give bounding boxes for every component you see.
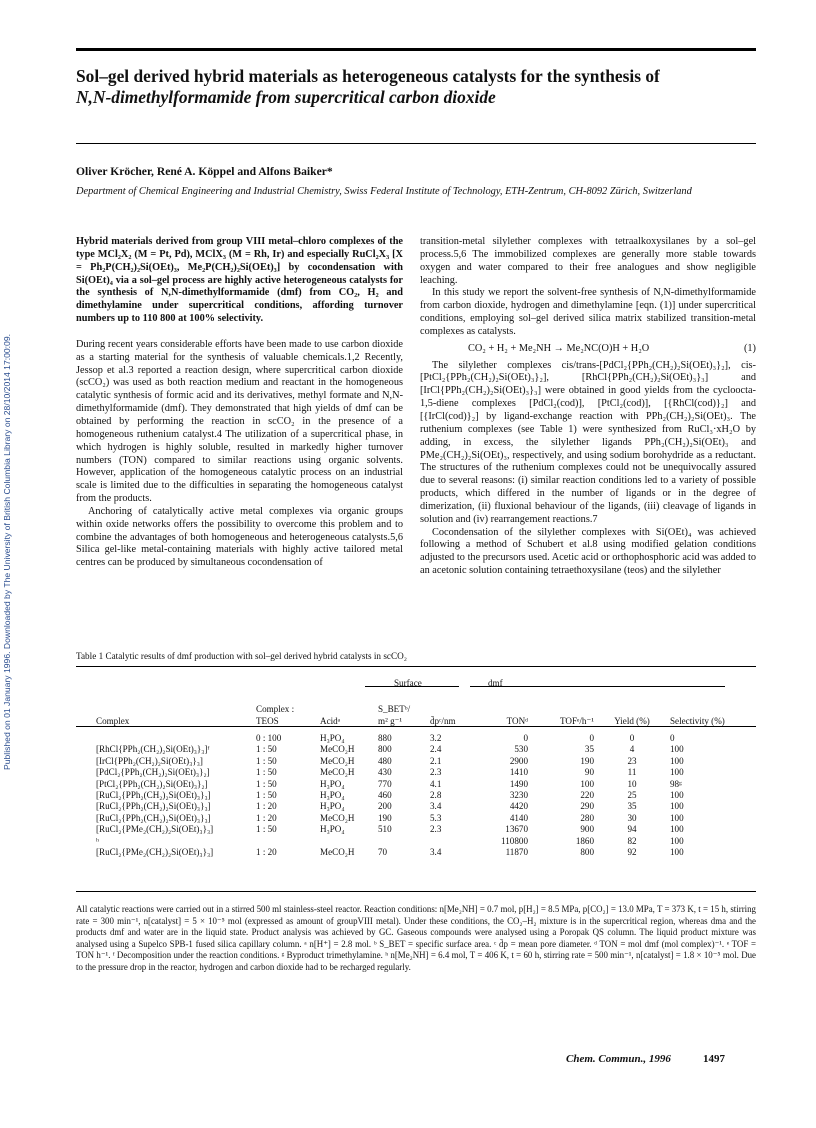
table-cell: 82 — [627, 835, 637, 846]
table-cell: 100 — [670, 744, 684, 755]
table-cell: 1 : 50 — [256, 755, 277, 766]
table-cell: 4.1 — [430, 778, 442, 789]
table-cell: 1860 — [575, 835, 594, 846]
table-cell: MeCO₂H — [320, 812, 355, 823]
table-row — [92, 744, 729, 755]
table-cell: 900 — [580, 824, 594, 835]
abstract: Hybrid materials derived from group VIII metal–chloro complexes of the type MCl₂X₂ (M = Pt, Pd), MClX₃ (M = Rh, Ir) and especially RuCl₂X₃ [X = Ph₂P(CH₂)₂Si(OEt)₃, Me₂P(CH₂)₂Si(OEt)₃] by cocondensation with Si(OEt)₄ via a sol–gel process are highly active heterogeneous catalysts for the synthesis of N,N-dimethylformamide (dmf) from CO₂, H₂ and dimethylamine under supercritical conditions, affording turnover numbers up to 110 800 at 100% selectivity. — [76, 236, 403, 325]
table-cell: H₃PO₄ — [320, 790, 345, 801]
header-sbet: S_BETᵇ/ m² g⁻¹ — [378, 704, 411, 726]
table-row — [92, 779, 729, 790]
table-cell: 30 — [627, 812, 637, 823]
table-cell: 110800 — [501, 835, 528, 846]
table-cell: 25 — [627, 790, 637, 801]
table-cell: 13670 — [505, 824, 528, 835]
table-cell: H₃PO₄ — [320, 801, 345, 812]
table-cell: 100 — [670, 824, 684, 835]
table-cell: 2.4 — [430, 744, 442, 755]
table-cell: 35 — [627, 801, 637, 812]
table-cell: 3.4 — [430, 801, 442, 812]
download-notice-text: Published on 01 January 1996. Downloaded by The University of British Columbia Library on 28/10/2014 17:00:09. — [2, 333, 12, 770]
table-cell: 2.8 — [430, 790, 442, 801]
group-surface: Surface — [394, 677, 422, 688]
table-cell: 3230 — [509, 790, 528, 801]
header-ratio: Complex : TEOS — [256, 704, 295, 726]
table-cell: ʰ — [96, 835, 99, 846]
table-cell: 90 — [584, 767, 594, 778]
table-cell — [316, 836, 374, 847]
right-paragraph-4: Cocondensation of the silylether complexes with Si(OEt)₄ was achieved following a method of Schubert et al.8 using modified gelation conditions adjusted to the precursors used. Acetic acid or orthophosphoric acid was added to an acetonic solution containing tetraethoxysilane (teos) and the silylether — [420, 526, 756, 577]
table-cell: [PdCl₂{PPh₂(CH₂)₂Si(OEt)₃}₂] — [96, 767, 210, 778]
table-row — [92, 836, 729, 847]
table-row — [92, 813, 729, 824]
table-cell: [PtCl₂{PPh₂(CH₂)₂Si(OEt)₃}₂] — [96, 778, 208, 789]
equation-text: CO₂ + H₂ + Me₂NH → Me₂NC(O)H + H₂O — [468, 342, 650, 354]
table-cell: 430 — [378, 767, 392, 778]
table-row — [92, 847, 729, 858]
table-row — [92, 733, 729, 744]
table-cell: 94 — [627, 824, 637, 835]
table-cell: H₃PO₄ — [320, 824, 345, 835]
table-cell: 0 — [523, 733, 528, 743]
table-cell: 23 — [627, 755, 637, 766]
table-cell: 4420 — [509, 801, 528, 812]
table-cell: 2900 — [509, 755, 528, 766]
table-cell: 280 — [580, 812, 594, 823]
table-cell: 800 — [580, 847, 594, 858]
table-cell: MeCO₂H — [320, 755, 355, 766]
group-dmf: dmf — [488, 677, 503, 688]
table-cell: 11870 — [505, 847, 528, 858]
title-line-2: N,N-dimethylformamide from supercritical carbon dioxide — [76, 87, 496, 107]
table-cell — [252, 836, 316, 847]
table-cell: 0 : 100 — [256, 733, 282, 743]
table-cell: [RuCl₂{PMe₂(CH₂)₂Si(OEt)₃}₃] — [96, 824, 214, 835]
table-cell — [374, 836, 426, 847]
table-cell: 100 — [670, 847, 684, 858]
header-complex: Complex — [96, 715, 130, 726]
table-cell: 100 — [670, 801, 684, 812]
right-paragraph-2: In this study we report the solvent-free synthesis of N,N-dimethylformamide from carbon dioxide, hydrogen and dimethylamine [eqn. (1)] under supercritical conditions, employing sol–gel derived silica matrix stabilized transition-metal complexes as catalysts. — [420, 287, 756, 337]
table-cell: 0 — [629, 733, 635, 743]
table-cell: 1 : 20 — [256, 812, 277, 823]
table-cell: 1490 — [509, 778, 528, 789]
table-cell: 100 — [670, 812, 684, 823]
table-cell: 1410 — [509, 767, 528, 778]
table-cell: 100 — [670, 767, 684, 778]
table-cell: 100 — [670, 790, 684, 801]
left-paragraph-1: During recent years considerable efforts have been made to use carbon dioxide as a starting material for the synthesis of valuable chemicals.1,2 Recently, Jessop et al.3 reported a reaction design, where supercritical carbon dioxide (scCO₂) was used as both reaction medium and reactant in the homogeneous catalytic synthesis of formic acid and its derivatives, methyl formate and N,N-dimethylformamide (dmf). They demonstrated that high yields of dmf can be obtained by performing the reaction in scCO₂ in the presence of a homogeneous ruthenium catalyst.4 The utilization of a supercritical phase, in which hydrogen is highly soluble, resulted in markedly higher turnover numbers (TON) compared to similar reactions using organic solvents. However, application of the homogeneous catalytic process on an industrial scale is limited due to the difficulties in separating the homogeneous catalyst from the products. — [76, 338, 403, 505]
table-cell: [RuCl₂{PMe₂(CH₂)₂Si(OEt)₃}₃] — [96, 847, 214, 858]
top-rule — [76, 48, 756, 51]
table-cell: 1 : 50 — [256, 824, 277, 835]
table-cell: 2.3 — [430, 767, 442, 778]
table-cell: 1 : 20 — [256, 847, 277, 858]
title-line-1: Sol–gel derived hybrid materials as heterogeneous catalysts for the synthesis of — [76, 66, 660, 86]
table-cell: 100 — [580, 778, 594, 789]
table-row — [92, 790, 729, 801]
table-cell: 92 — [627, 847, 637, 858]
table-cell — [92, 733, 252, 744]
header-yield: Yield (%) — [614, 715, 650, 726]
article-title — [76, 66, 756, 108]
table-row — [92, 756, 729, 767]
table-cell: 1 : 20 — [256, 801, 277, 812]
table-cell: 0 — [670, 733, 675, 743]
table-cell: 3.4 — [430, 847, 442, 858]
table-cell: 98ᵍ — [670, 778, 682, 789]
download-notice — [2, 190, 16, 770]
table-cell: 510 — [378, 824, 392, 835]
table-cell: MeCO₂H — [320, 767, 355, 778]
table-cell: 11 — [627, 767, 637, 778]
table-cell — [426, 836, 484, 847]
table-cell: 5.3 — [430, 812, 442, 823]
table-cell: 1 : 50 — [256, 778, 277, 789]
table-cell: 200 — [378, 801, 392, 812]
authors: Oliver Kröcher, René A. Köppel and Alfons Baiker* — [76, 165, 333, 178]
header-selectivity: Selectivity (%) — [670, 715, 725, 726]
table-cell: H₃PO₄ — [320, 778, 345, 789]
table-cell: 220 — [580, 790, 594, 801]
table-cell: 100 — [670, 755, 684, 766]
title-rule — [76, 143, 756, 144]
table-cell: [RuCl₂{PPh₂(CH₂)₂Si(OEt)₃}₃] — [96, 812, 211, 823]
table-cell: 190 — [378, 812, 392, 823]
page-number: 1497 — [703, 1053, 725, 1065]
results-table — [92, 672, 729, 858]
table-row — [92, 824, 729, 835]
table-cell: 2.3 — [430, 824, 442, 835]
table-cell: 770 — [378, 778, 392, 789]
table-cell: 880 — [378, 733, 392, 743]
header-tof: TOFᵉ/h⁻¹ — [560, 715, 594, 726]
table-cell: 480 — [378, 755, 392, 766]
table-cell: 3.2 — [430, 733, 442, 743]
table-cell: 800 — [378, 744, 392, 755]
table-caption: Table 1 Catalytic results of dmf production with sol–gel derived hybrid catalysts in scCO₂ — [76, 651, 407, 661]
right-paragraph-3: The silylether complexes cis/trans-[PdCl₂{PPh₂(CH₂)₂Si(OEt)₃}₂], cis-[PtCl₂{PPh₂(CH₂)₂Si(OEt)₃}₂], [RhCl{PPh₂(CH₂)₂Si(OEt)₃}₃] and [IrCl{PPh₂(CH₂)₂Si(OEt)₃}₃] were obtained in good yields from the cycloocta-1,5-diene complexes [PdCl₂(cod)], [PtCl₂(cod)], [{RhCl(cod)}₂] and [{IrCl(cod)}₂] by ligand-exchange reaction with PPh₂(CH₂)₂Si(OEt)₃. The ruthenium complexes (see Table 1) were synthesized from RuCl₃·xH₂O by adding, in excess, the silylether ligands PPh₂(CH₂)₂Si(OEt)₃ and PMe₂(CH₂)₂Si(OEt)₃, respectively, and using sodium borohydride as a reductant. The structures of the ruthenium complexes could not be unequivocally assured due to several reasons: (i) similar reaction conditions led to a variety of possible products, which differed in the number of ligands or in the degree of dimerization, (ii) fluxional behaviour of the ligands, (iii) cleavage of ligands in solution and (iv) rearrangement reactions.7 — [420, 359, 756, 525]
table-cell: 4 — [629, 744, 635, 755]
equation-number: (1) — [743, 342, 756, 354]
table-cell: 190 — [580, 755, 594, 766]
table-cell: 2.1 — [430, 755, 442, 766]
table-row — [92, 767, 729, 778]
table-body — [92, 733, 729, 858]
table-cell: [IrCl{PPh₂(CH₂)₂Si(OEt)₃}₃] — [96, 755, 203, 766]
table-cell: 70 — [378, 847, 388, 858]
right-column — [420, 236, 756, 578]
table-cell: 290 — [580, 801, 594, 812]
table-cell: 0 — [589, 733, 594, 743]
table-cell: [RhCl{PPh₂(CH₂)₂Si(OEt)₃}₃]ᶠ — [96, 744, 210, 755]
right-paragraph-1: transition-metal silylether complexes with tetraalkoxysilanes by a sol–gel process.5,6 The immobilized complexes are generally more stable towards oxygen and water compared to their free analogues and show negligible leaching. — [420, 236, 756, 286]
table-cell: 100 — [670, 835, 684, 846]
table-cell: 1 : 50 — [256, 790, 277, 801]
header-acid: Acidᵃ — [320, 715, 341, 726]
table-group-row — [92, 672, 729, 689]
table-cell: 460 — [378, 790, 392, 801]
journal-name: Chem. Commun., 1996 — [566, 1053, 671, 1065]
table-cell: 10 — [627, 778, 637, 789]
table-cell: 35 — [584, 744, 594, 755]
table-footnote: All catalytic reactions were carried out in a stirred 500 ml stainless-steel reactor. Reaction conditions: n[Me₂NH] = 0.7 mol, p[H₂] = 8.5 MPa, p[CO₂] = 13.0 MPa, T = 373 K, t = 15 h, stirring rate = 300 min⁻¹, n[catalyst] = 5 × 10⁻⁵ mol (expressed as amount of groupVIII metal). Under these conditions, the CO₂–H₂ mixture is in the supercritical region, whereas dma and the products dmf and water are in the liquid state. Product analysis was achieved by GC. Gaseous compounds were analysed using a Poropak QS column. The liquid product mixture was analysed using a Supelco SPB-1 fused silica capillary column. ᵃ n[H⁺] = 2.8 mol. ᵇ S_BET = specific surface area. ᶜ d̄p = mean pore diameter. ᵈ TON = mol dmf (mol complex)⁻¹. ᵉ TOF = TON h⁻¹. ᶠ Decomposition under the reaction conditions. ᵍ Byproduct trimethylamine. ʰ n[Me₂NH] = 6.4 mol, T = 406 K, t = 60 h, stirring rate = 500 min⁻¹, n[catalyst] = 1.8 × 10⁻⁵ mol. Due to the pressure drop in the reactor, hydrogen and carbon dioxide had to be recharged regularly. — [76, 904, 756, 972]
table-cell: MeCO₂H — [320, 744, 355, 755]
header-ton: TONᵈ — [506, 715, 528, 726]
left-paragraph-2: Anchoring of catalytically active metal complexes via organic groups within oxide networks offers the possibility to overcome this problem and to combine the advantages of both homogeneous and heterogeneous catalysts.5,6 Silica gel-like metal-containing materials with highly active tailored metal centres can be produced by simultaneous cocondensation of — [76, 505, 403, 569]
equation-1 — [420, 343, 756, 356]
table-rule-bottom — [76, 891, 756, 892]
left-column — [76, 236, 403, 570]
table-cell: H₃PO₄ — [320, 733, 345, 743]
header-pore: d̄pᶜ/nm — [430, 715, 456, 726]
table-cell: 530 — [514, 744, 528, 755]
table-cell: 1 : 50 — [256, 744, 277, 755]
table-cell: 4140 — [509, 812, 528, 823]
table-cell: [RuCl₂{PPh₂(CH₂)₂Si(OEt)₃}₃] — [96, 801, 211, 812]
table-cell: [RuCl₂{PPh₂(CH₂)₂Si(OEt)₃}₃] — [96, 790, 211, 801]
table-cell: MeCO₂H — [320, 847, 355, 858]
table-rule-top — [76, 666, 756, 667]
affiliation: Department of Chemical Engineering and Industrial Chemistry, Swiss Federal Institute of Technology, ETH-Zentrum, CH-8092 Zürich, Switzerland — [76, 186, 692, 197]
table-row — [92, 801, 729, 812]
table-header-row — [92, 689, 729, 727]
table-cell: 1 : 50 — [256, 767, 277, 778]
